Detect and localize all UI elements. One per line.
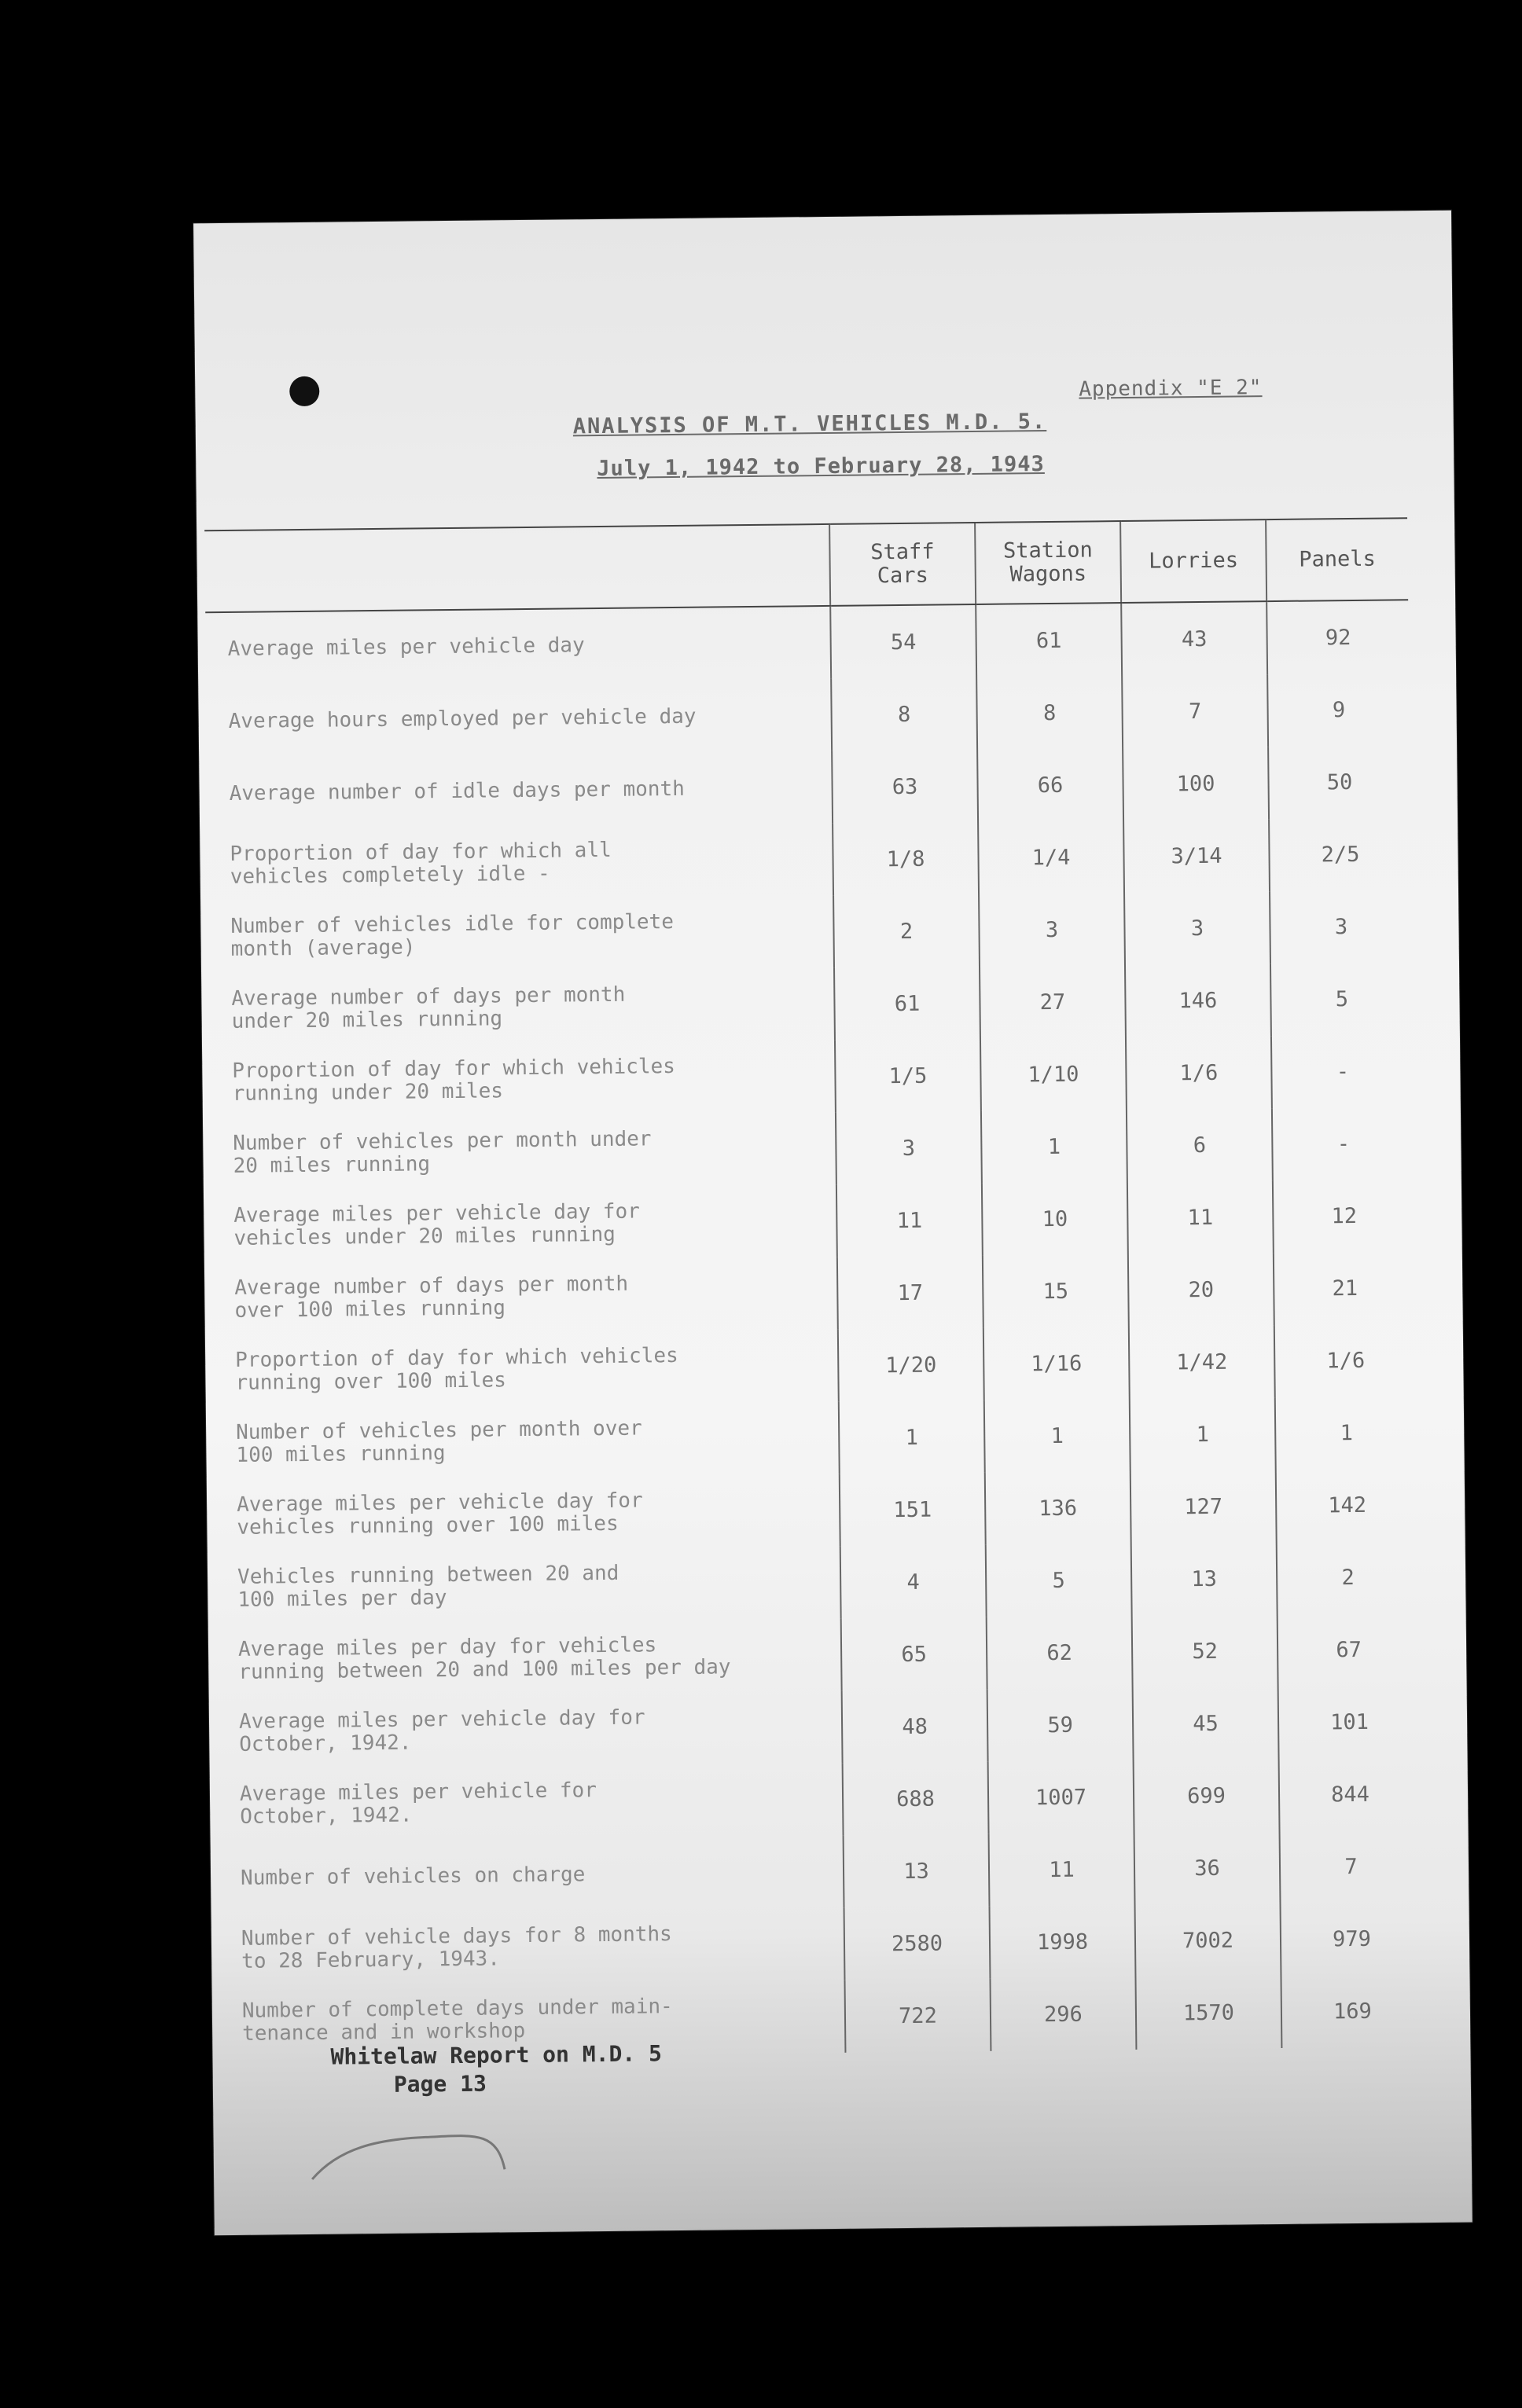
header-station-wagons: Station Wagons <box>975 521 1121 604</box>
table-row <box>215 1540 1419 1625</box>
lorries-value: 1/42 <box>1129 1325 1275 1399</box>
handwritten-mark <box>307 2114 513 2187</box>
staff-cars-value: 1 <box>839 1400 985 1474</box>
panels-value: 844 <box>1279 1757 1421 1831</box>
lorries-value: 3/14 <box>1123 819 1270 893</box>
table-row <box>210 1034 1414 1119</box>
staff-cars-value: 63 <box>832 750 978 824</box>
lorries-value: 52 <box>1132 1614 1278 1688</box>
panels-value: 1/6 <box>1274 1323 1417 1397</box>
staff-cars-value: 17 <box>837 1256 983 1330</box>
station-wagons-value: 1 <box>984 1399 1130 1473</box>
panels-value: 50 <box>1268 745 1410 819</box>
staff-cars-value: 1/8 <box>833 822 979 896</box>
punch-hole <box>289 376 319 406</box>
table-row <box>209 962 1413 1047</box>
row-label: Number of vehicles on charge <box>240 1862 586 1890</box>
table-row <box>216 1613 1420 1698</box>
row-label: Average miles per vehicle day for October, 1942. <box>238 1705 645 1756</box>
station-wagons-value: 61 <box>976 603 1122 677</box>
footer-page-number: Page 13 <box>393 2070 487 2098</box>
station-wagons-value: 27 <box>980 965 1126 1039</box>
lorries-value: 36 <box>1134 1831 1281 1905</box>
table-row <box>219 1902 1423 1987</box>
row-label: Number of vehicles per month under 20 miles running <box>233 1127 652 1178</box>
staff-cars-value: 1/5 <box>835 1039 981 1113</box>
table-row <box>206 673 1410 758</box>
row-label: Number of vehicles idle for complete month (average) <box>230 910 675 961</box>
lorries-value: 6 <box>1127 1108 1273 1182</box>
station-wagons-value: 3 <box>979 893 1125 967</box>
document-title: ANALYSIS OF M.T. VEHICLES M.D. 5. <box>572 409 1047 439</box>
staff-cars-value: 151 <box>840 1473 986 1547</box>
station-wagons-value: 1/4 <box>978 820 1124 894</box>
staff-cars-value: 8 <box>831 677 977 751</box>
staff-cars-value: 1/20 <box>838 1328 984 1402</box>
lorries-value: 1 <box>1130 1397 1276 1471</box>
table-row <box>218 1757 1421 1842</box>
station-wagons-value: 5 <box>986 1544 1132 1617</box>
panels-value: 979 <box>1281 1902 1423 1976</box>
footer-report-name: Whitelaw Report on M.D. 5 <box>330 2040 663 2070</box>
lorries-value: 7 <box>1122 674 1268 748</box>
lorries-value: 20 <box>1128 1253 1274 1327</box>
panels-value: 12 <box>1273 1179 1415 1253</box>
table-row <box>208 817 1411 902</box>
row-label: Proportion of day for which vehicles running over 100 miles <box>235 1343 678 1395</box>
appendix-label: Appendix "E 2" <box>1079 376 1263 402</box>
panels-value: 5 <box>1270 962 1413 1036</box>
row-label: Average miles per vehicle day for vehicles under 20 miles running <box>233 1199 640 1250</box>
lorries-value: 43 <box>1121 601 1267 676</box>
table-header-row <box>204 518 1408 612</box>
row-label: Average miles per day for vehicles running between 20 and 100 miles per day <box>237 1633 731 1684</box>
row-label: Vehicles running between 20 and 100 miles per day <box>237 1561 619 1612</box>
panels-value: 142 <box>1276 1468 1418 1542</box>
row-label: Proportion of day for which vehicles running under 20 miles <box>232 1055 675 1106</box>
station-wagons-value: 62 <box>987 1616 1133 1690</box>
panels-value: 1 <box>1275 1396 1417 1470</box>
station-wagons-value: 66 <box>977 748 1123 822</box>
staff-cars-value: 2580 <box>844 1907 991 1980</box>
row-label: Average miles per vehicle day <box>227 633 585 661</box>
header-panels: Panels <box>1266 518 1408 601</box>
row-label: Number of vehicles per month over 100 miles running <box>236 1416 642 1467</box>
header-staff-cars: Staff Cars <box>829 523 976 606</box>
staff-cars-value: 722 <box>844 1979 991 2053</box>
row-label: Average number of days per month over 100 miles running <box>234 1272 629 1323</box>
station-wagons-value: 15 <box>983 1254 1129 1328</box>
vehicle-statistics-table <box>204 517 1423 2059</box>
row-label: Average miles per vehicle for October, 1942. <box>239 1778 597 1829</box>
panels-value: 2/5 <box>1269 817 1411 891</box>
panels-value: 3 <box>1270 890 1412 964</box>
document-subtitle: July 1, 1942 to February 28, 1943 <box>597 452 1045 482</box>
staff-cars-value: 4 <box>840 1545 987 1619</box>
table-row <box>214 1396 1417 1481</box>
staff-cars-value: 61 <box>834 967 980 1041</box>
lorries-value: 100 <box>1123 747 1269 820</box>
lorries-value: 13 <box>1131 1542 1278 1616</box>
header-label-column <box>204 524 830 612</box>
staff-cars-value: 688 <box>843 1762 989 1836</box>
lorries-value: 11 <box>1127 1180 1274 1254</box>
panels-value: - <box>1271 1034 1414 1108</box>
table-row <box>213 1323 1417 1408</box>
staff-cars-value: 65 <box>841 1617 987 1691</box>
panels-value: - <box>1272 1107 1414 1180</box>
table-row <box>207 745 1410 830</box>
staff-cars-value: 2 <box>833 894 980 968</box>
staff-cars-value: 13 <box>844 1834 990 1908</box>
panels-value: 169 <box>1281 1974 1423 2048</box>
table-row <box>217 1685 1421 1770</box>
station-wagons-value: 296 <box>990 1977 1136 2051</box>
panels-value: 2 <box>1277 1540 1419 1614</box>
staff-cars-value: 11 <box>836 1184 983 1257</box>
table-row <box>215 1468 1418 1553</box>
panels-value: 67 <box>1278 1613 1420 1687</box>
row-label: Average number of idle days per month <box>229 776 685 806</box>
lorries-value: 1570 <box>1135 1976 1281 2050</box>
station-wagons-value: 1007 <box>988 1760 1134 1834</box>
row-label: Number of complete days under main- tenance and in workshop <box>241 1995 673 2046</box>
table-row <box>208 890 1412 975</box>
panels-value: 92 <box>1266 600 1409 674</box>
lorries-value: 3 <box>1124 891 1270 965</box>
station-wagons-value: 136 <box>985 1471 1131 1545</box>
row-label: Average miles per vehicle day for vehicles running over 100 miles <box>236 1488 643 1540</box>
staff-cars-value: 3 <box>836 1111 982 1185</box>
lorries-value: 127 <box>1130 1470 1277 1544</box>
lorries-value: 1/6 <box>1126 1036 1272 1110</box>
panels-value: 9 <box>1267 673 1410 747</box>
station-wagons-value: 59 <box>987 1688 1134 1762</box>
row-label: Average hours employed per vehicle day <box>228 704 697 733</box>
station-wagons-value: 11 <box>989 1833 1135 1907</box>
header-lorries: Lorries <box>1120 519 1266 603</box>
table-row <box>211 1107 1414 1191</box>
station-wagons-value: 1/10 <box>980 1037 1127 1111</box>
lorries-value: 7002 <box>1135 1903 1281 1977</box>
table-row <box>219 1830 1422 1914</box>
table-body <box>205 600 1423 2059</box>
row-label: Number of vehicle days for 8 months to 28 February, 1943. <box>241 1922 672 1973</box>
document-page <box>193 211 1472 2236</box>
station-wagons-value: 1 <box>981 1110 1127 1184</box>
table-row <box>211 1179 1415 1264</box>
panels-value: 7 <box>1280 1830 1422 1903</box>
row-label: Proportion of day for which all vehicles completely idle - <box>230 838 612 889</box>
lorries-value: 146 <box>1125 964 1271 1037</box>
staff-cars-value: 48 <box>842 1690 988 1764</box>
lorries-value: 699 <box>1134 1759 1280 1833</box>
panels-value: 101 <box>1278 1685 1421 1759</box>
station-wagons-value: 1998 <box>990 1905 1136 1979</box>
lorries-value: 45 <box>1133 1687 1279 1760</box>
station-wagons-value: 10 <box>982 1182 1128 1256</box>
table-row <box>212 1251 1416 1336</box>
panels-value: 21 <box>1274 1251 1416 1325</box>
row-label: Average number of days per month under 20 miles running <box>231 982 626 1033</box>
station-wagons-value: 1/16 <box>983 1327 1130 1400</box>
staff-cars-value: 54 <box>830 604 976 679</box>
table-row <box>205 600 1409 685</box>
station-wagons-value: 8 <box>976 676 1123 750</box>
